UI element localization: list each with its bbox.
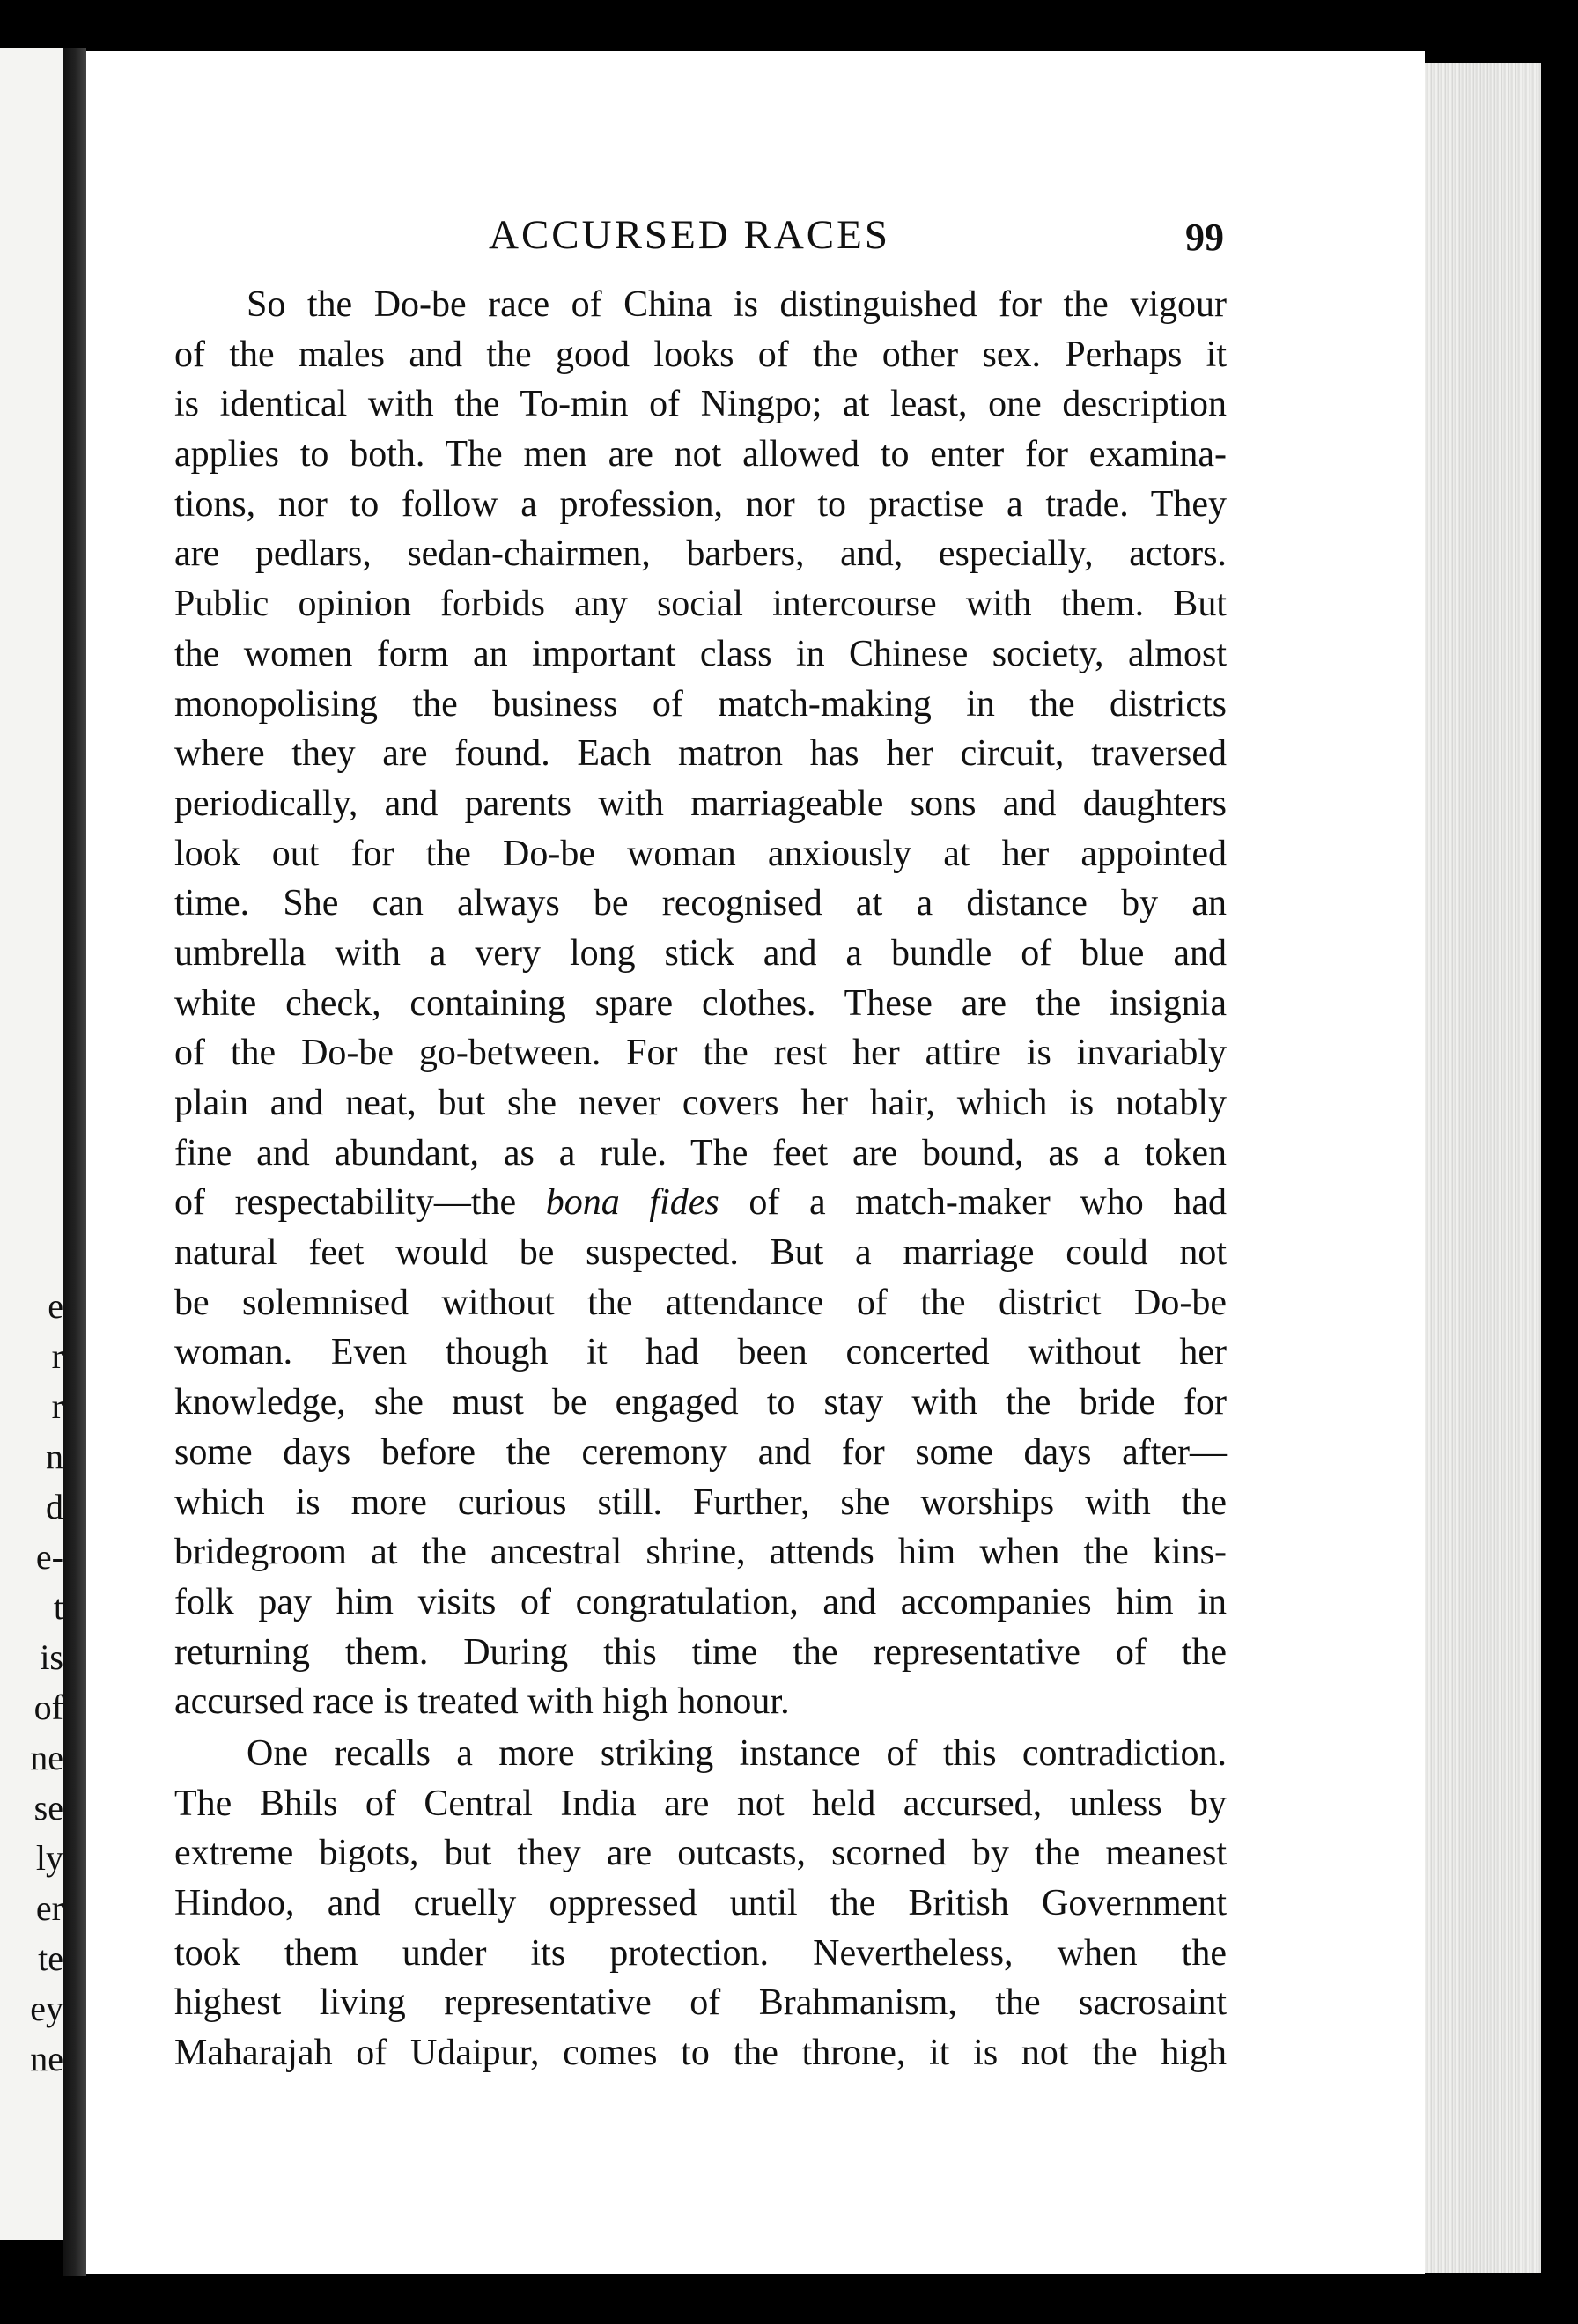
book-gutter (63, 48, 86, 2276)
left-edge-fragment: ey (30, 1989, 63, 2028)
left-edge-fragment: er (35, 1888, 63, 1928)
text-line: periodically, and parents with marriageable sons and daughters (174, 783, 1227, 824)
text-line: One recalls a more striking instance of this contradiction. (247, 1732, 1227, 1774)
text-line: extreme bigots, but they are outcasts, scorned by the meanest (174, 1833, 1227, 1874)
page-stack-edge (1425, 63, 1541, 2273)
left-edge-fragment: r (51, 1386, 63, 1426)
running-title: ACCURSED RACES (489, 212, 890, 258)
left-edge-fragment: ly (35, 1838, 63, 1878)
text-line: accursed race is treated with high honour. (174, 1681, 790, 1723)
text-line: of the males and the good looks of the other sex. Perhaps it (174, 334, 1227, 375)
text-line: tions, nor to follow a profession, nor to practise a trade. They (174, 483, 1227, 525)
text-line: plain and neat, but she never covers her hair, which is notably (174, 1083, 1227, 1123)
text-line: are pedlars, sedan-chairmen, barbers, and, especially, actors. (174, 533, 1227, 575)
left-edge-fragment: d (46, 1487, 63, 1526)
text-line: woman. Even though it had been concerted without her (174, 1332, 1227, 1373)
left-edge-fragment: te (38, 1938, 63, 1978)
text-line: is identical with the To-min of Ningpo; at least, one description (174, 384, 1227, 425)
text-line: took them under its protection. Nevertheless, when the (174, 1932, 1227, 1974)
text-line-with-italic (174, 1178, 1227, 1228)
text-line: fine and abundant, as a rule. The feet are bound, as a token (174, 1132, 1227, 1173)
text-line: umbrella with a very long stick and a bundle of blue and (174, 932, 1227, 974)
text-line: Public opinion forbids any social intercourse with them. But (174, 584, 1227, 625)
paragraph-2 (174, 1729, 1227, 2078)
left-edge-fragment: se (33, 1788, 63, 1828)
text-line: The Bhils of Central India are not held accursed, unless by (174, 1783, 1227, 1824)
text-line: bridegroom at the ancestral shrine, attends him when the kins- (174, 1532, 1227, 1573)
text-line: where they are found. Each matron has her circuit, traversed (174, 733, 1227, 775)
text-line: folk pay him visits of congratulation, and accompanies him in (174, 1581, 1227, 1622)
text-segment: of a match-maker who had (719, 1182, 1227, 1224)
italic-phrase: bona fides (545, 1182, 719, 1224)
text-line: highest living representative of Brahmanism, the sacrosaint (174, 1982, 1227, 2024)
text-line: the women form an important class in Chinese society, almost (174, 633, 1227, 674)
left-edge-fragment: e- (35, 1537, 63, 1577)
left-edge-fragment: ne (30, 2039, 63, 2078)
text-line: look out for the Do-be woman anxiously at her appointed (174, 833, 1227, 874)
text-line: So the Do-be race of China is distinguished for the vigour (247, 284, 1227, 325)
text-line: monopolising the business of match-making in the districts (174, 683, 1227, 724)
left-facing-page (0, 48, 63, 2240)
text-line: be solemnised without the attendance of the district Do-be (174, 1282, 1227, 1323)
left-edge-fragment: r (51, 1336, 63, 1376)
text-line: natural feet would be suspected. But a marriage could not (174, 1232, 1227, 1274)
text-line: of the Do-be go-between. For the rest her attire is invariably (174, 1033, 1227, 1074)
text-line: knowledge, she must be engaged to stay with the bride for (174, 1382, 1227, 1423)
text-segment: of respectability—the (174, 1182, 546, 1224)
text-line: some days before the ceremony and for some days after— (174, 1431, 1227, 1473)
text-line: returning them. During this time the representative of the (174, 1631, 1227, 1673)
left-edge-fragment: e (48, 1286, 63, 1326)
left-edge-fragment: t (53, 1587, 63, 1627)
left-edge-fragment: of (33, 1688, 63, 1727)
text-line: which is more curious still. Further, she worships with the (174, 1482, 1227, 1523)
body-text (174, 280, 1227, 2078)
page-number: 99 (1185, 216, 1224, 259)
text-line: time. She can always be recognised at a distance by an (174, 883, 1227, 924)
left-page-edge-text (0, 1281, 63, 2084)
paragraph-1 (174, 280, 1227, 1727)
text-line: white check, containing spare clothes. These are the insignia (174, 982, 1227, 1024)
text-line: Hindoo, and cruelly oppressed until the British Government (174, 1883, 1227, 1923)
text-line: applies to both. The men are not allowed to enter for examina- (174, 434, 1227, 475)
left-edge-fragment: n (46, 1437, 63, 1476)
text-line: Maharajah of Udaipur, comes to the throne, it is not the high (174, 2033, 1227, 2074)
running-header (467, 211, 1224, 273)
left-edge-fragment: ne (30, 1738, 63, 1777)
left-edge-fragment: is (40, 1637, 63, 1677)
